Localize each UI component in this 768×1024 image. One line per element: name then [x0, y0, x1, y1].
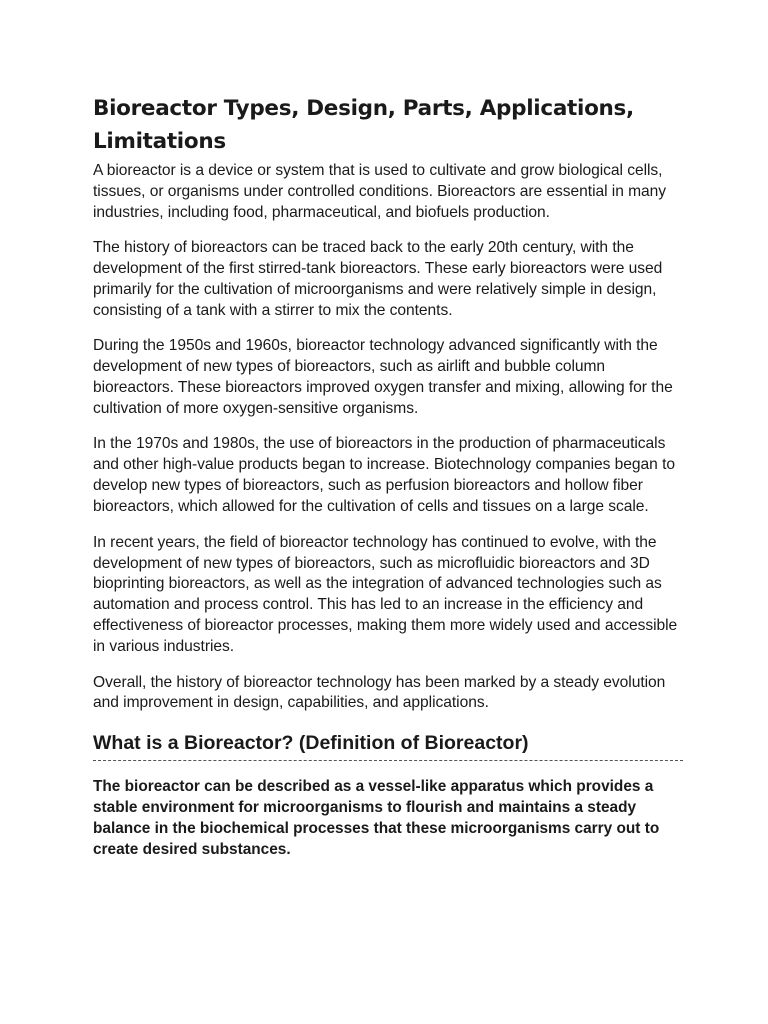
paragraph-intro: A bioreactor is a device or system that is used to cultivate and grow biological cells, tissues, or organisms under controlled conditions. Bioreactors are essential in many industries, including food, pharmaceutical, and biofuels production. [93, 162, 667, 221]
paragraph-history-early: The history of bioreactors can be traced back to the early 20th century, with the development of the first stirred-tank bioreactors. These early bioreactors were used primarily for the cultivation of microorganisms and were relatively simple in design, consisting of a tank with a stirrer to mix the contents. [93, 239, 663, 319]
document-title: Bioreactor Types, Design, Parts, Applications, Limitations [93, 96, 634, 154]
paragraph-history-1970s: In the 1970s and 1980s, the use of bioreactors in the production of pharmaceuticals and other high-value products began to increase. Biotechnology companies began to develop new types of bioreactors, such as perfusion bioreactors and hollow fiber bioreactors, which allowed for the cultivation of cells and tissues on a large scale. [93, 435, 675, 516]
paragraph-recent-years: In recent years, the field of bioreactor technology has continued to evolve, with the development of new types of bioreactors, such as microfluidic bioreactors and 3D bioprinting bioreactors, as well as the integration of advanced technologies such as automation and process control. This has led to an increase in the efficiency and effectiveness of bioreactor processes, making them more widely used and accessible in various industries. [93, 533, 678, 656]
definition-text: The bioreactor can be described as a vessel-like apparatus which provides a stable environment for microorganisms to flourish and maintains a steady balance in the biochemical processes that these microorganisms carry out to create desired substances. [93, 778, 660, 858]
paragraph-history-1950s: During the 1950s and 1960s, bioreactor technology advanced significantly with the development of new types of bioreactors, such as airlift and bubble column bioreactors. These bioreactors improved oxygen transfer and mixing, allowing for the cultivation of more oxygen-sensitive organisms. [93, 337, 673, 418]
section-heading-definition: What is a Bioreactor? (Definition of Bioreactor) [93, 730, 683, 761]
paragraph-overall: Overall, the history of bioreactor technology has been marked by a steady evolution and improvement in design, capabilities, and applications. [93, 673, 666, 712]
document-page [93, 92, 683, 861]
